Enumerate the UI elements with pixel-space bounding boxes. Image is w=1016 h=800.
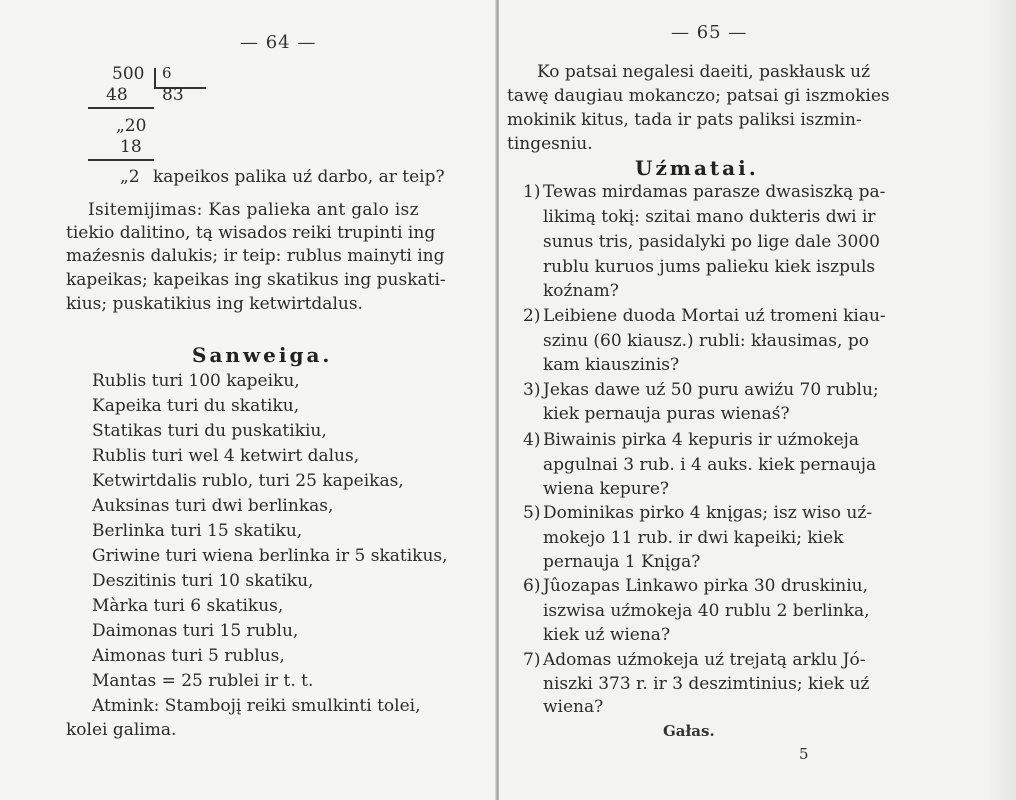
sheet-number: 5 <box>799 745 809 763</box>
problem-2-line-3: kam kiauszinis? <box>543 355 680 375</box>
division-divisor: 6 <box>162 64 172 82</box>
problem-7-line-3: wiena? <box>543 697 604 717</box>
problem-1-number: 1) <box>523 182 541 202</box>
intro-line-3: mokinik kitus, tada ir pats paliksi iszmin- <box>507 110 862 130</box>
problem-1-line-5: koźnam? <box>543 281 619 301</box>
problem-5-number: 5) <box>523 503 541 523</box>
table-line-13: Mantas = 25 rublei ir t. t. <box>92 671 314 691</box>
table-line-3: Statikas turi du puskatikiu, <box>92 421 327 441</box>
division-sub2: 18 <box>120 137 142 157</box>
closing-line-1: Atmink: Stambojį reiki smulkinti tolei, <box>92 696 421 716</box>
page-number-right: — 65 — <box>671 22 748 43</box>
problem-6-number: 6) <box>523 576 541 596</box>
table-line-2: Kapeika turi du skatiku, <box>92 396 300 416</box>
division-bar-vertical <box>154 68 156 88</box>
problem-7-number: 7) <box>523 650 541 670</box>
problem-2-line-2: szinu (60 kiausz.) rubli: kłausimas, po <box>543 331 869 351</box>
problem-1-line-2: likimą tokį: szitai mano dukteris dwi ir <box>543 207 876 227</box>
table-line-8: Griwine turi wiena berlinka ir 5 skatikus, <box>92 546 448 566</box>
problem-1-line-3: sunus tris, pasidalyki po lige dale 3000 <box>543 232 880 252</box>
long-division <box>106 64 230 184</box>
problem-7-line-1: Adomas uźmokeja uź trejatą arklu Jó- <box>543 650 866 670</box>
note-line-5: kius; puskatikius ing ketwirtdalus. <box>66 294 363 314</box>
problem-4-line-3: wiena kepure? <box>543 479 670 499</box>
problem-3-line-1: Jekas dawe uź 50 puru awiźu 70 rublu; <box>543 380 879 400</box>
division-dividend: 500 <box>112 64 145 84</box>
note-line-3: maźesnis dalukis; ir teip: rublus mainyti ing <box>66 246 445 266</box>
left-page <box>0 0 497 800</box>
table-line-5: Ketwirtdalis rublo, turi 25 kapeikas, <box>92 471 404 491</box>
problem-1-line-1: Tewas mirdamas parasze dwasiszką pa- <box>543 182 886 202</box>
table-line-10: Màrka turi 6 skatikus, <box>92 596 284 616</box>
division-sub1: 48 <box>106 85 128 105</box>
problem-2-number: 2) <box>523 306 541 326</box>
problem-6-line-2: iszwisa uźmokeja 40 rublu 2 berlinka, <box>543 601 870 621</box>
problem-3-number: 3) <box>523 380 541 400</box>
problem-3-line-2: kiek pernauja puras wienaś? <box>543 404 790 424</box>
page-number-left: — 64 — <box>240 32 317 53</box>
intro-line-1: Ko patsai negalesi daeiti, paskłausk uź <box>537 62 871 82</box>
problem-5-line-2: mokejo 11 rub. ir dwi kapeiki; kiek <box>543 528 844 548</box>
table-line-11: Daimonas turi 15 rublu, <box>92 621 299 641</box>
problem-6-line-3: kiek uź wiena? <box>543 625 671 645</box>
table-line-6: Auksinas turi dwi berlinkas, <box>92 496 334 516</box>
problem-7-line-2: niszki 373 r. ir 3 deszimtinius; kiek uź <box>543 674 870 694</box>
problem-6-line-1: Jûozapas Linkawo pirka 30 druskiniu, <box>543 576 869 596</box>
problem-5-line-1: Dominikas pirko 4 knįgas; isz wiso uź- <box>543 503 873 523</box>
division-remainder: „2 <box>120 167 140 187</box>
table-line-1: Rublis turi 100 kapeiku, <box>92 371 300 391</box>
division-underline-1 <box>88 107 154 109</box>
problem-5-line-3: pernauja 1 Knįga? <box>543 552 701 572</box>
closing-line-2: kolei galima. <box>66 720 177 740</box>
division-quotient: 83 <box>162 85 184 105</box>
intro-line-2: tawę daugiau mokanczo; patsai gi iszmokies <box>507 86 890 106</box>
table-line-7: Berlinka turi 15 skatiku, <box>92 521 303 541</box>
division-result-text: kapeikos palika uź darbo, ar teip? <box>153 167 445 187</box>
table-line-12: Aimonas turi 5 rublus, <box>92 646 285 666</box>
right-page <box>499 0 1016 800</box>
page-edge-shadow <box>986 0 1016 800</box>
note-line-4: kapeikas; kapeikas ing skatikus ing puskati- <box>66 270 446 290</box>
table-line-9: Deszitinis turi 10 skatiku, <box>92 571 314 591</box>
author-signature: Gałas. <box>663 722 715 740</box>
intro-line-4: tingesniu. <box>507 134 593 154</box>
note-line-2: tiekio dalitino, tą wisados reiki trupinti ing <box>66 223 436 243</box>
division-underline-2 <box>88 159 154 161</box>
note-line-1: Isitemijimas: Kas palieka ant galo isz <box>88 200 419 220</box>
problem-2-line-1: Leibiene duoda Mortai uź tromeni kiau- <box>543 306 886 326</box>
division-rem1: „20 <box>116 116 147 136</box>
problem-4-line-2: apgulnai 3 rub. i 4 auks. kiek pernauja <box>543 455 877 475</box>
problem-4-number: 4) <box>523 430 541 450</box>
section-heading-left: Sanweiga. <box>192 343 333 367</box>
table-line-4: Rublis turi wel 4 ketwirt dalus, <box>92 446 360 466</box>
problem-4-line-1: Biwainis pirka 4 kepuris ir uźmokeja <box>543 430 859 450</box>
section-heading-right: Uźmatai. <box>635 156 759 180</box>
problem-1-line-4: rublu kuruos jums palieku kiek iszpuls <box>543 257 876 277</box>
